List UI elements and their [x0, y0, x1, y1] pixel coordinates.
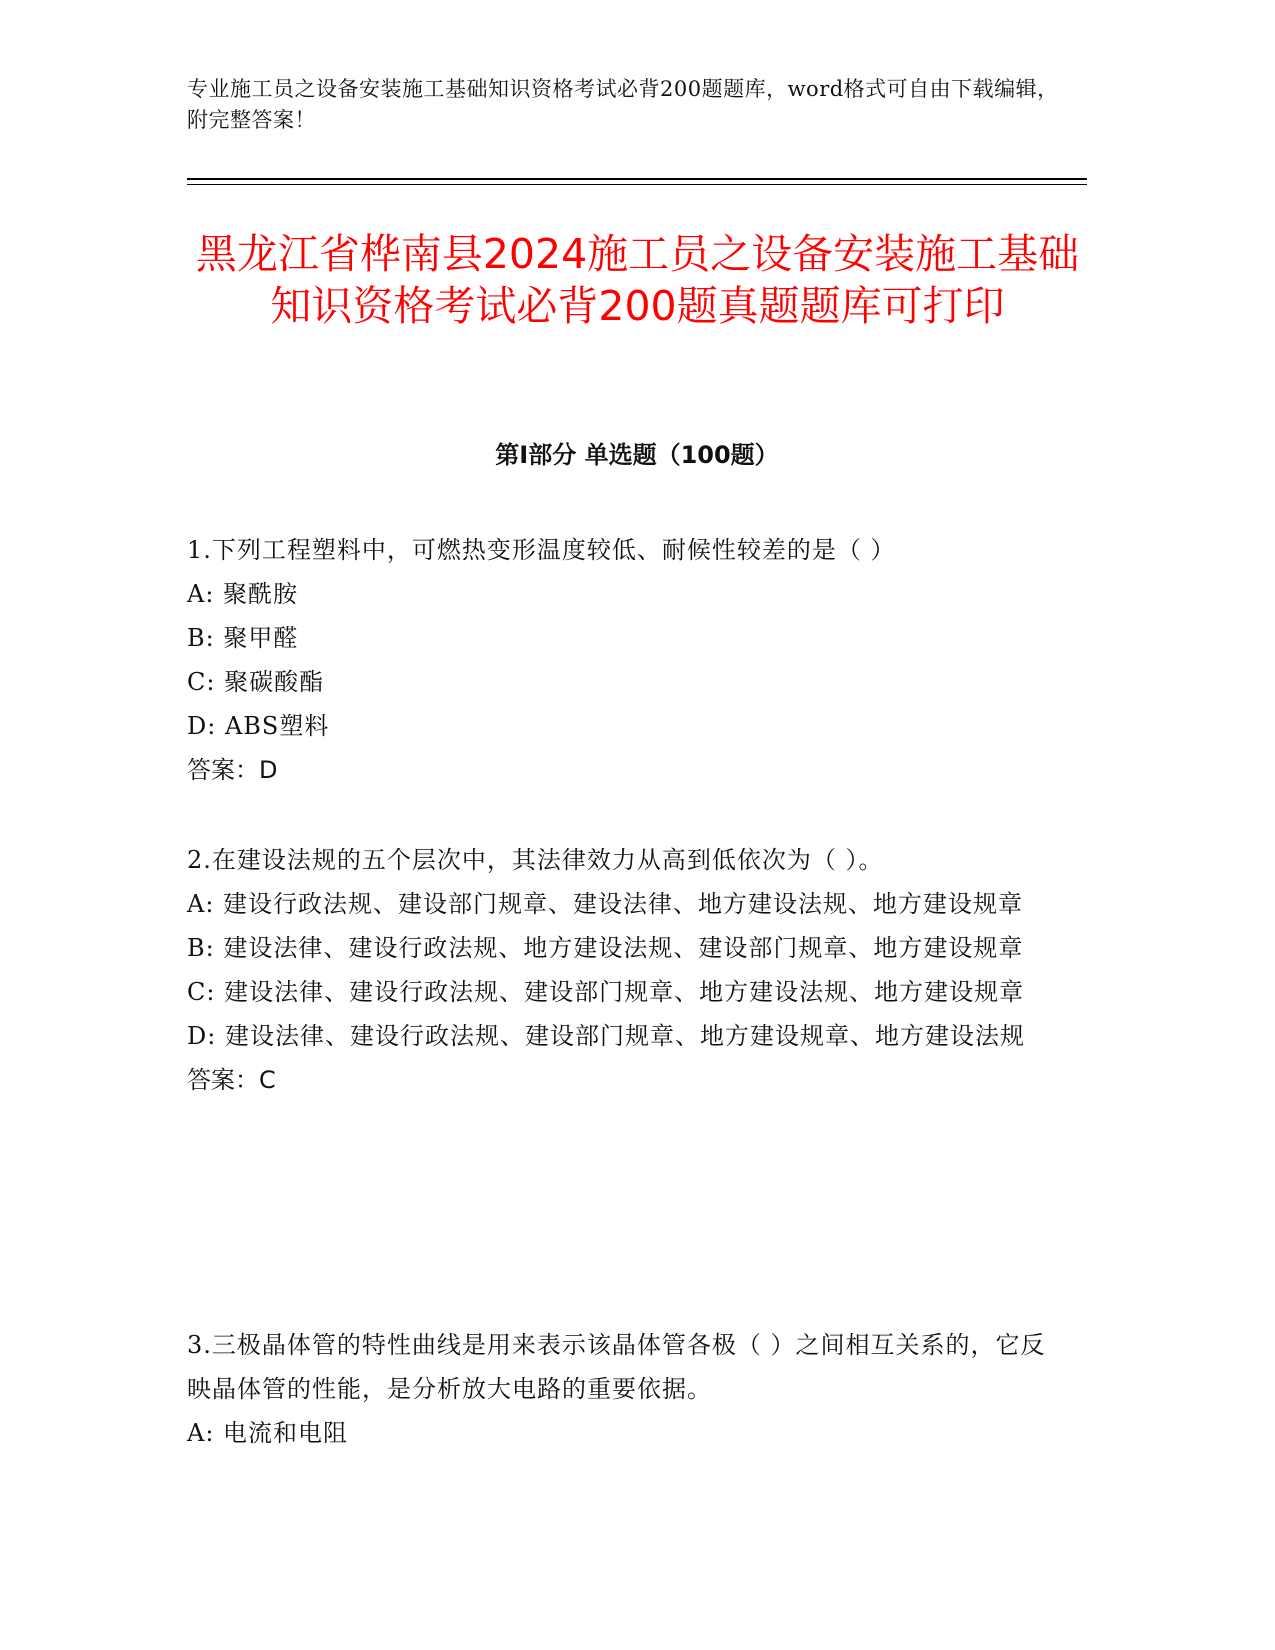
question-3-text: 3.三极晶体管的特性曲线是用来表示该晶体管各极（ ）之间相互关系的，它反映晶体管的性能，是分析放大电路的重要依据。 [187, 1331, 1046, 1403]
question-1 [187, 528, 1067, 792]
header-divider-thick [187, 178, 1087, 180]
question-2 [187, 838, 1067, 1102]
question-1-answer: 答案：D [187, 756, 278, 784]
question-2-answer: 答案：C [187, 1066, 276, 1094]
question-3 [187, 1323, 1067, 1455]
question-2-text: 2.在建设法规的五个层次中，其法律效力从高到低依次为（ ）。 [187, 846, 884, 874]
header-divider-thin [187, 184, 1087, 185]
question-2-option-d: D: 建设法律、建设行政法规、建设部门规章、地方建设规章、地方建设法规 [187, 1022, 1025, 1050]
question-1-option-c: C: 聚碳酸酯 [187, 668, 325, 696]
header-note: 专业施工员之设备安装施工基础知识资格考试必背200题题库，word格式可自由下载编辑，附完整答案！ [187, 77, 1059, 132]
question-2-option-c: C: 建设法律、建设行政法规、建设部门规章、地方建设法规、地方建设规章 [187, 978, 1025, 1006]
question-1-option-a: A: 聚酰胺 [187, 580, 299, 608]
question-1-option-d: D: ABS塑料 [187, 712, 330, 740]
section-title: 第I部分 单选题（100题） [495, 441, 779, 469]
question-1-option-b: B: 聚甲醛 [187, 624, 299, 652]
document-title: 黑龙江省桦南县2024施工员之设备安装施工基础知识资格考试必背200题真题题库可打印 [195, 230, 1080, 330]
question-3-option-a: A: 电流和电阻 [187, 1419, 349, 1447]
question-1-text: 1.下列工程塑料中，可燃热变形温度较低、耐候性较差的是（ ） [187, 536, 896, 564]
question-2-option-b: B: 建设法律、建设行政法规、地方建设法规、建设部门规章、地方建设规章 [187, 934, 1024, 962]
question-2-option-a: A: 建设行政法规、建设部门规章、建设法律、地方建设法规、地方建设规章 [187, 890, 1024, 918]
